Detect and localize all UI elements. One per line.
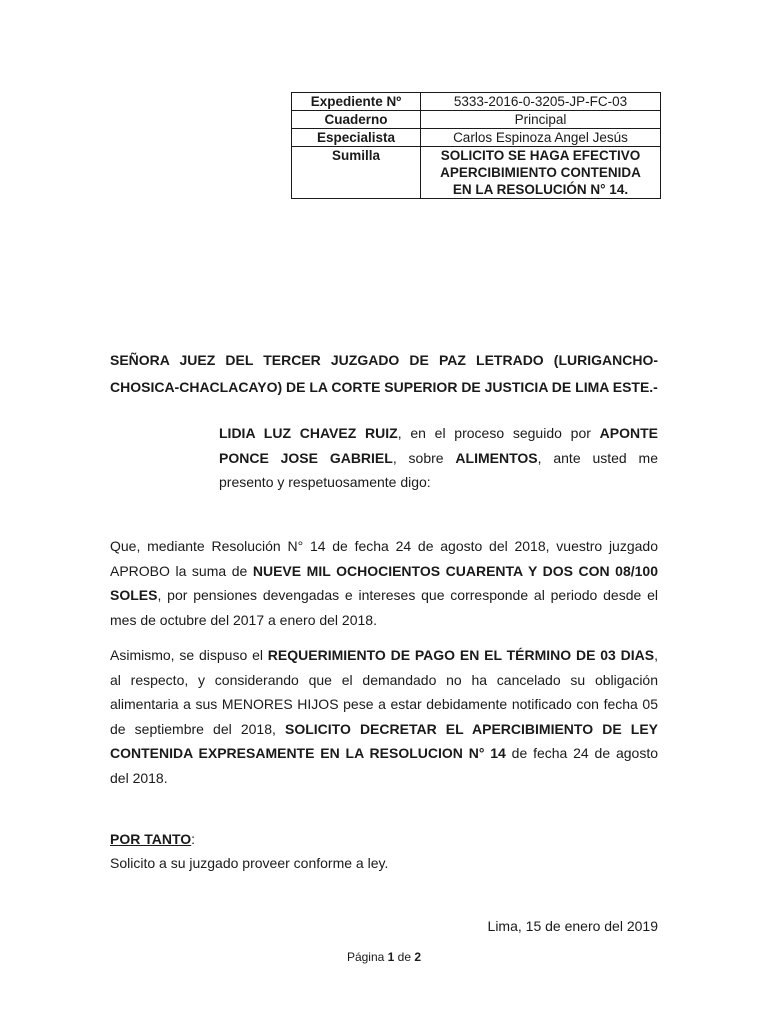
- cuaderno-label: Cuaderno: [292, 111, 421, 129]
- sumilla-label: Sumilla: [292, 147, 421, 199]
- paragraph-text: Asimismo, se dispuso el: [110, 647, 268, 663]
- intro-text: , ante usted me presento y respetuosamente digo:: [219, 449, 658, 490]
- por-tanto-colon: :: [191, 831, 196, 847]
- sumilla-line: APERCIBIMIENTO CONTENIDA: [440, 165, 641, 180]
- expediente-label: Expediente Nº: [292, 93, 421, 111]
- case-matter: ALIMENTOS: [455, 449, 538, 466]
- approved-amount: NUEVE MIL OCHOCIENTOS CUARENTA Y DOS CON 08/100 SOLES: [110, 562, 658, 603]
- plaintiff-name: LIDIA LUZ CHAVEZ RUIZ: [219, 425, 398, 441]
- case-info-row: [292, 147, 661, 199]
- defendant-name: APONTE PONCE JOSE GABRIEL: [219, 425, 658, 466]
- especialista-label: Especialista: [292, 129, 421, 147]
- footer-text: Página: [346, 950, 388, 964]
- por-tanto-label: POR TANTO: [110, 831, 192, 847]
- page-number-footer: [0, 948, 768, 966]
- sumilla-line: SOLICITO SE HAGA EFECTIVO: [440, 148, 641, 163]
- intro-text: , sobre: [392, 449, 456, 466]
- paragraph-text: Que, mediante Resolución N° 14 de fecha 24 de agosto del 2018, vuestro juzgado APROBO la suma de: [110, 538, 658, 579]
- footer-text: de: [394, 950, 415, 964]
- case-info-table: [291, 92, 661, 199]
- request-statement: SOLICITO DECRETAR EL APERCIBIMIENTO DE LEY CONTENIDA EXPRESAMENTE EN LA RESOLUCION N° 14: [110, 720, 658, 761]
- case-info-row: [292, 129, 661, 147]
- intro-paragraph: [219, 421, 658, 495]
- intro-text: , en el proceso seguido por: [397, 425, 600, 441]
- especialista-value: Carlos Espinoza Angel Jesús: [421, 129, 661, 147]
- por-tanto-heading: [110, 827, 658, 852]
- case-info-row: [292, 111, 661, 129]
- case-info-row: [292, 93, 661, 111]
- sumilla-line: EN LA RESOLUCIÓN N° 14.: [452, 182, 629, 197]
- paragraph-text: , por pensiones devengadas e intereses que corresponde al periodo desde el mes de octubre del 2017 a enero del 2018.: [110, 587, 658, 628]
- por-tanto-text: Solicito a su juzgado proveer conforme a ley.: [110, 855, 389, 871]
- cuaderno-value: Principal: [421, 111, 661, 129]
- total-pages: 2: [414, 950, 422, 964]
- sumilla-value: [421, 147, 661, 199]
- date-line: Lima, 15 de enero del 2019: [487, 918, 658, 934]
- court-address: SEÑORA JUEZ DEL TERCER JUZGADO DE PAZ LETRADO (LURIGANCHO-CHOSICA-CHACLACAYO) DE LA CORTE SUPERIOR DE JUSTICIA DE LIMA ESTE.-: [110, 352, 658, 395]
- body-paragraph-1: [110, 534, 658, 632]
- payment-requirement: REQUERIMIENTO DE PAGO EN EL TÉRMINO DE 03 DIAS: [267, 647, 655, 663]
- body-paragraph-2: [110, 643, 658, 790]
- expediente-value: 5333-2016-0-3205-JP-FC-03: [421, 93, 661, 111]
- current-page: 1: [387, 950, 395, 964]
- paragraph-text: , al respecto, y considerando que el demandado no ha cancelado su obligación alimentaria a sus MENORES HIJOS pese a estar debidamente notificado con fecha 05 de septiembre del 2018,: [110, 647, 658, 737]
- paragraph-text: de fecha 24 de agosto del 2018.: [110, 745, 658, 786]
